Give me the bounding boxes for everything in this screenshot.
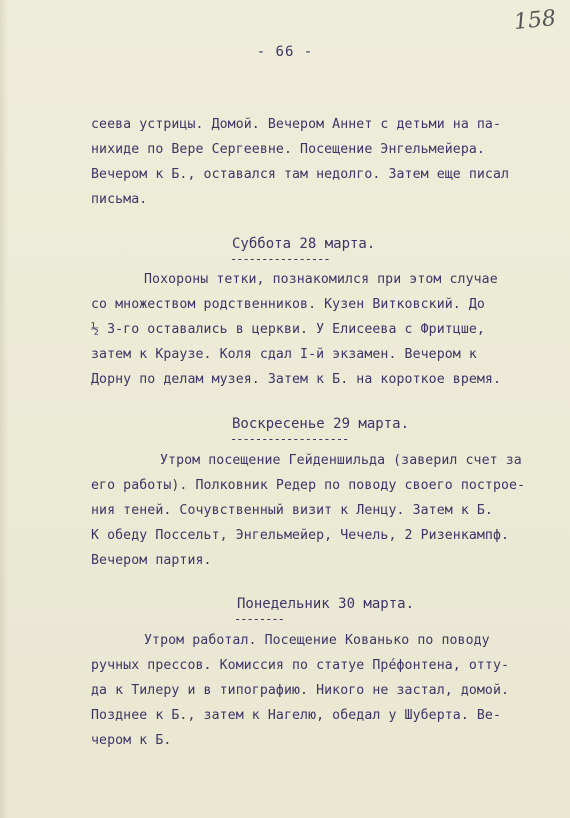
entry-line: да к Тилеру и в типографию. Никого не застал, домой. [91,683,510,698]
entry-line: Позднее к Б., затем к Нагелю, обедал у Шуберта. Ве- [91,708,502,723]
intro-line: нихиде по Вере Сергеевне. Посещение Энгельмейера. [91,142,485,157]
entry-line: ½ 3-го оставались в церкви. У Елисеева с Фритцше, [91,322,485,337]
entry-line: со множеством родственников. Кузен Витковский. До [91,297,485,312]
entry-line: его работы). Полковник Редер по поводу своего построе- [91,478,526,493]
entry-line: Похороны тетки, познакомился при этом случае [144,272,498,287]
intro-line: письма. [91,192,148,207]
entry-line: Утром посещение Гейденшильда (заверил счет за [160,453,522,468]
entry-line: чером к Б. [91,733,172,748]
page-number: - 66 - [256,44,314,60]
heading-underline: ------------------- [230,432,349,446]
entry-line: затем к Краузе. Коля сдал I-й экзамен. Вечером к [91,347,477,362]
intro-line: Вечером к Б., оставался там недолго. Затем еще писал [91,167,510,182]
entry-line: ручных прессов. Комиссия по статуе Прéфонтена, отту- [91,658,510,673]
heading-underline: -------- [234,612,284,626]
heading-underline: ---------------- [230,252,330,266]
entry-line: ния теней. Сочувственный визит к Ленцу. Затем к Б. [91,503,493,518]
intro-line: сеева устрицы. Домой. Вечером Аннет с детьми на па- [91,117,502,132]
entry-line: Утром работал. Посещение Кованько по поводу [144,633,490,648]
entry-heading: Понедельник 30 марта. [237,596,415,612]
entry-heading: Воскресенье 29 марта. [232,416,410,432]
entry-line: Вечером партия. [91,553,212,568]
page-edge-shadow [0,0,8,818]
entry-line: Дорну по делам музея. Затем к Б. на короткое время. [91,372,502,387]
folio-number: 158 [512,5,558,36]
entry-heading: Суббота 28 марта. [232,236,376,252]
entry-line: К обеду Поссельт, Энгельмейер, Чечель, 2 Ризенкампф. [91,528,510,543]
